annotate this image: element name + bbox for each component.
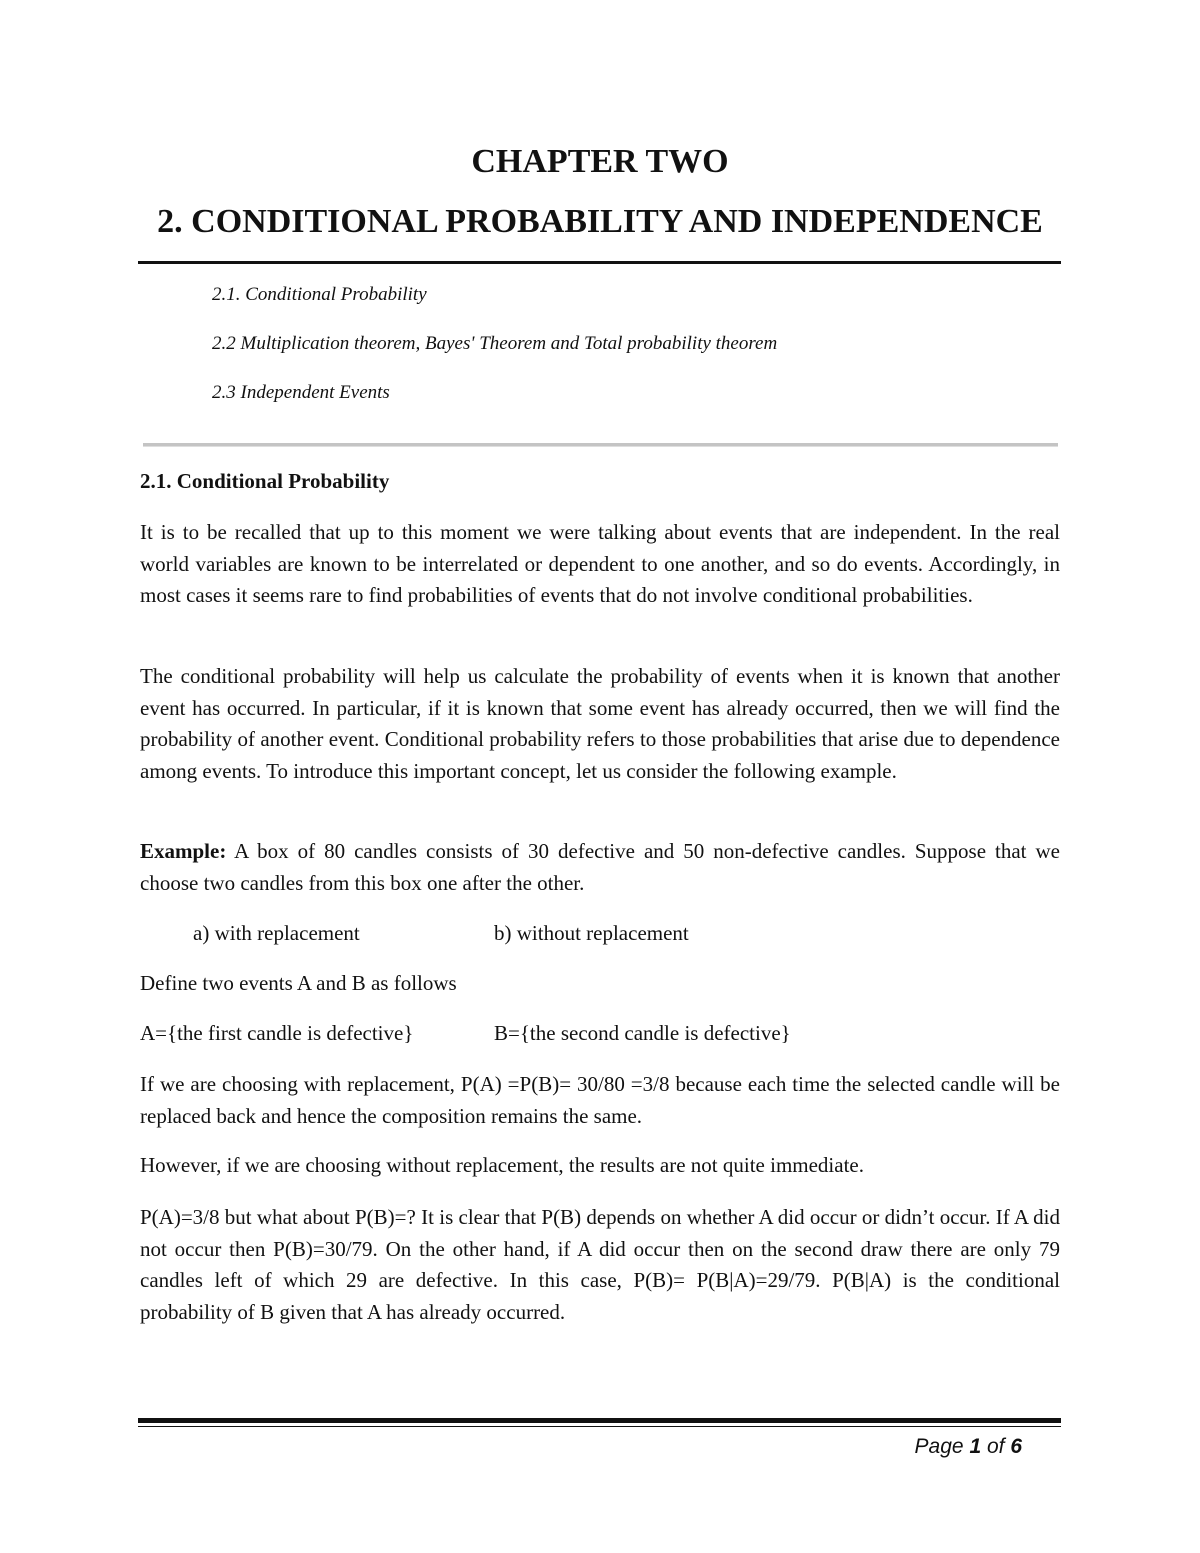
chapter-label: CHAPTER TWO: [471, 143, 729, 180]
header-divider: [138, 261, 1061, 264]
footer-divider-thick: [138, 1418, 1061, 1423]
define-events-line: Define two events A and B as follows: [140, 971, 457, 995]
paragraph-definition: The conditional probability will help us calculate the probability of events when it is known that another event has occurred. In particular, if it is known that some event has already occurred, then we will find the probability of another event. Conditional probability refers to those probabilities that arise due to dependence among events. To introduce this important concept, let us consider the following example.: [140, 664, 1060, 783]
table-of-contents: [212, 281, 1072, 428]
page-number: [915, 1433, 1022, 1461]
current-page: 1: [969, 1435, 982, 1458]
paragraph-with-replacement: If we are choosing with replacement, P(A) =P(B)= 30/80 =3/8 because each time the selected candle will be replaced back and hence the composition remains the same.: [140, 1072, 1060, 1128]
paragraph-conditional-result: P(A)=3/8 but what about P(B)=? It is clear that P(B) depends on whether A did occur or didn’t occur. If A did not occur then P(B)=30/79. On the other hand, if A did occur then on the second draw there are only 79 candles left of which 29 are defective. In this case, P(B)= P(B|A)=29/79. P(B|A) is the conditional probability of B given that A has already occurred.: [140, 1205, 1060, 1324]
example-paragraph: [140, 836, 1060, 899]
toc-divider: [143, 443, 1058, 447]
event-a-definition: A={the first candle is defective}: [140, 1021, 414, 1045]
total-pages: 6: [1010, 1435, 1022, 1458]
page-word: Page: [914, 1435, 970, 1458]
toc-item-2-2[interactable]: 2.2 Multiplication theorem, Bayes' Theorem and Total probability theorem: [212, 333, 778, 354]
option-with-replacement: a) with replacement: [193, 921, 360, 945]
option-without-replacement: b) without replacement: [494, 921, 689, 945]
chapter-title: 2. CONDITIONAL PROBABILITY AND INDEPENDENCE: [157, 203, 1043, 240]
of-word: of: [981, 1435, 1011, 1458]
example-text: A box of 80 candles consists of 30 defective and 50 non-defective candles. Suppose that we choose two candles from this box one after the other.: [140, 839, 1060, 895]
event-b-definition: B={the second candle is defective}: [494, 1021, 791, 1045]
paragraph-without-replacement: However, if we are choosing without replacement, the results are not quite immediate.: [140, 1153, 864, 1177]
section-heading: 2.1. Conditional Probability: [140, 469, 390, 493]
toc-item-2-1[interactable]: 2.1. Conditional Probability: [212, 284, 427, 305]
example-label: Example:: [140, 839, 227, 863]
paragraph-intro: It is to be recalled that up to this moment we were talking about events that are independent. In the real world variables are known to be interrelated or dependent to one another, and so do events. Accordingly, in most cases it seems rare to find probabilities of events that do not involve conditional probabilities.: [140, 520, 1060, 607]
toc-item-2-3[interactable]: 2.3 Independent Events: [212, 382, 390, 403]
footer-divider-thin: [138, 1426, 1061, 1427]
